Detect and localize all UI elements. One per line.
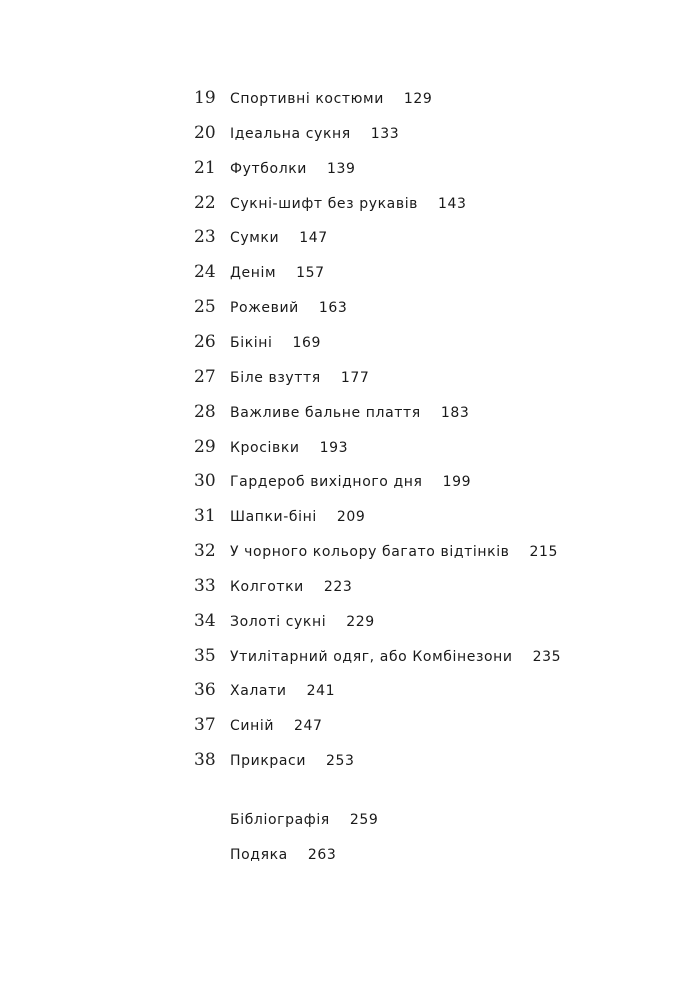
page-number: 193 xyxy=(319,439,349,456)
back-matter-entry xyxy=(0,841,690,871)
chapter-number: 19 xyxy=(194,88,216,108)
chapter-title: Гардероб вихідного дня xyxy=(230,474,423,491)
page-number: 139 xyxy=(327,160,356,177)
chapter-title: Ідеальна сукня xyxy=(230,125,351,142)
toc-entry xyxy=(0,399,690,429)
page-number: 199 xyxy=(442,474,472,491)
back-matter-title: Бібліографія xyxy=(230,812,330,828)
chapter-number: 34 xyxy=(194,610,216,631)
chapter-number: 38 xyxy=(194,750,216,771)
chapter-title-line xyxy=(230,474,471,490)
chapter-title-line xyxy=(230,196,467,212)
page-number: 259 xyxy=(349,812,379,828)
chapter-title-line xyxy=(230,230,328,246)
toc-entry xyxy=(0,573,690,603)
chapter-number: 37 xyxy=(194,715,216,736)
page-number: 163 xyxy=(318,300,348,317)
chapter-title: Спортивні костюми xyxy=(230,91,384,107)
chapter-title: Халати xyxy=(230,683,287,700)
chapter-title-line xyxy=(230,649,561,665)
page-number: 129 xyxy=(403,91,433,107)
chapter-title: Синій xyxy=(230,718,275,735)
chapter-title-line xyxy=(230,718,323,734)
chapter-number: 33 xyxy=(194,575,216,596)
toc-entry xyxy=(0,120,690,150)
chapter-title: Шапки-біні xyxy=(230,509,317,526)
chapter-title: Сумки xyxy=(230,230,280,247)
toc-entry xyxy=(0,677,690,707)
chapter-title: Кросівки xyxy=(230,439,300,456)
toc-entry xyxy=(0,190,690,220)
page-number: 247 xyxy=(294,718,323,735)
back-matter-title-line xyxy=(230,847,336,863)
chapter-number: 26 xyxy=(194,331,216,352)
chapter-title-line xyxy=(230,335,321,351)
chapter-number: 30 xyxy=(194,471,216,492)
toc-entry xyxy=(0,224,690,254)
page-number: 253 xyxy=(326,753,355,770)
chapter-title: Бікіні xyxy=(230,334,273,351)
toc-entry xyxy=(0,294,690,324)
chapter-number: 28 xyxy=(194,401,216,422)
chapter-number: 24 xyxy=(194,262,216,283)
chapter-number: 25 xyxy=(194,297,216,318)
chapter-number: 21 xyxy=(194,157,216,178)
chapter-title: У чорного кольору багато відтінків xyxy=(230,544,510,561)
toc-entry xyxy=(0,503,690,533)
chapter-number: 22 xyxy=(194,192,216,213)
page-number: 263 xyxy=(307,847,337,863)
chapter-title-line xyxy=(230,614,375,630)
page-number: 143 xyxy=(438,195,467,212)
chapter-title-line xyxy=(230,440,348,456)
page-number: 235 xyxy=(532,648,562,665)
chapter-title: Утилітарний одяг, або Комбінезони xyxy=(230,648,513,665)
chapter-title-line xyxy=(230,161,356,177)
page-number: 157 xyxy=(296,265,325,282)
chapter-title: Важливе бальне плаття xyxy=(230,404,421,421)
toc-entry xyxy=(0,712,690,742)
toc-entry xyxy=(0,364,690,394)
chapter-title-line xyxy=(230,91,432,107)
toc-entry xyxy=(0,329,690,359)
chapter-number: 23 xyxy=(194,227,216,248)
chapter-title: Біле взуття xyxy=(230,369,321,386)
page-number: 147 xyxy=(299,230,328,247)
page-number: 209 xyxy=(336,509,366,526)
toc-entry xyxy=(0,155,690,185)
toc-entry xyxy=(0,538,690,568)
toc-entry xyxy=(0,608,690,638)
chapter-number: 36 xyxy=(194,680,216,701)
chapter-title: Золоті сукні xyxy=(230,613,327,630)
page-number: 223 xyxy=(323,578,353,595)
chapter-title-line xyxy=(230,509,365,525)
chapter-title-line xyxy=(230,579,352,595)
toc-entry xyxy=(0,747,690,777)
chapter-title: Прикраси xyxy=(230,753,307,770)
chapter-title-line xyxy=(230,126,399,142)
chapter-title-line xyxy=(230,265,325,281)
back-matter-title: Подяка xyxy=(230,847,288,863)
chapter-number: 31 xyxy=(194,506,216,527)
toc-entry xyxy=(0,259,690,289)
page-number: 241 xyxy=(306,683,336,700)
chapter-title: Сукні-шифт без рукавів xyxy=(230,195,419,212)
chapter-number: 20 xyxy=(194,122,216,143)
chapter-title-line xyxy=(230,683,335,699)
chapter-title: Колготки xyxy=(230,578,304,595)
chapter-title-line xyxy=(230,544,558,560)
chapter-number: 32 xyxy=(194,541,216,562)
page-number: 183 xyxy=(440,404,470,421)
chapter-title-line xyxy=(230,300,347,316)
toc-entry xyxy=(0,85,690,115)
chapter-title-line xyxy=(230,370,369,386)
toc-entry xyxy=(0,643,690,673)
chapter-number: 35 xyxy=(194,645,216,666)
chapter-number: 29 xyxy=(194,436,216,457)
chapter-title-line xyxy=(230,753,355,769)
toc-entry xyxy=(0,468,690,498)
page-number: 229 xyxy=(346,613,375,630)
page-number: 177 xyxy=(340,369,370,386)
chapter-title: Денім xyxy=(230,265,277,282)
page-number: 133 xyxy=(370,125,400,142)
chapter-title: Рожевий xyxy=(230,300,299,317)
page-number: 169 xyxy=(292,334,322,351)
chapter-number: 27 xyxy=(194,366,216,387)
chapter-title: Футболки xyxy=(230,160,307,177)
back-matter-title-line xyxy=(230,812,378,828)
toc-entry xyxy=(0,434,690,464)
chapter-title-line xyxy=(230,405,469,421)
back-matter-entry xyxy=(0,806,690,836)
page-number: 215 xyxy=(529,544,559,561)
